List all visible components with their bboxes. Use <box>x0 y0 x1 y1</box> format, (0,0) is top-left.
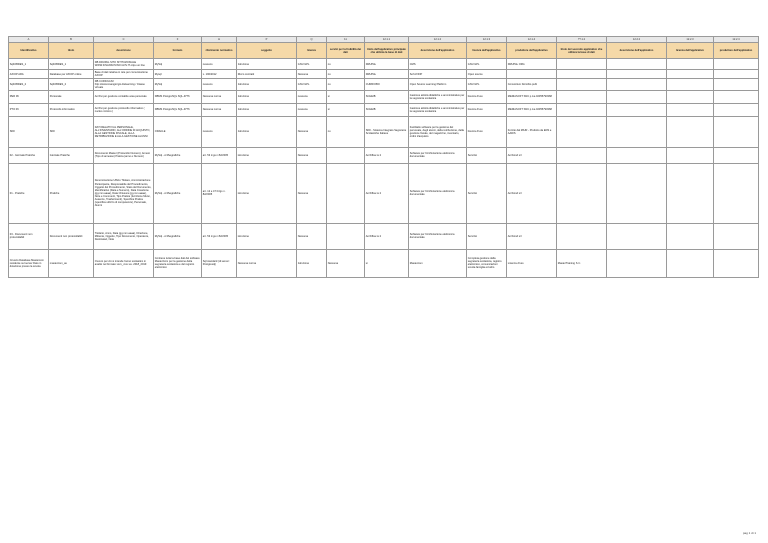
table-cell: art. 12 e 47 D.lgs n. 82/2005 <box>202 163 237 223</box>
table-cell: licenza d'uso <box>467 90 507 103</box>
table-cell: si <box>365 249 409 277</box>
table-cell: MasterTraining S.r.l. <box>557 249 607 277</box>
table-cell: DRUPAL <box>365 70 409 79</box>
table-cell: Archiond srl <box>507 163 557 223</box>
table-cell <box>714 79 759 90</box>
table-cell <box>607 90 667 103</box>
table-row <box>9 70 759 79</box>
table-cell: SIDI <box>9 116 49 147</box>
table-cell: Ricco contratti <box>237 70 297 79</box>
table-cell: Nessuna <box>297 147 327 163</box>
table-cell: Archivi per gestione contabile area personale <box>94 90 154 103</box>
table-cell: Titolario, Anno, Data (gg.mm.aaaa), Direzione, Mittente, Oggetto, Tipo Documento, Operatore, Destinatari, Note <box>94 223 154 249</box>
table-cell <box>667 90 714 103</box>
table-cell: MEDIASOFT SNC p.iva 02355790368 <box>507 90 557 103</box>
table-cell <box>507 70 557 79</box>
table-cell: DRUPAL ORG <box>507 59 557 70</box>
column-header: titolo del secondo applicativo che utilizza la base di dati <box>557 43 607 59</box>
table-cell: Documenti non protocollabili <box>49 223 94 249</box>
table-cell <box>607 163 667 223</box>
column-header: soggetto <box>237 43 297 59</box>
table-cell <box>714 147 759 163</box>
table-cell <box>607 249 667 277</box>
table-cell: Nessuna <box>297 223 327 249</box>
table-cell: Fornito dal MIUR - Prodotto da EDS e AADIS <box>507 116 557 147</box>
table-cell: DATI RELATIVI AL PERSONALE, ALL'INVENTARIO, ALL'ORDINE DI ACQUISTO, ALLA GESTIONE FISCALE, ALLA RETRIBUZIONE E ALLA GESTIONE ALUNNI <box>94 116 154 147</box>
table-cell: Software per l'Archiviazione elettronica documentale <box>409 147 467 163</box>
table-cell: Archiflow w 2 <box>365 163 409 223</box>
table-cell: Open Source Learning Platform <box>409 79 467 90</box>
column-letter: 12.1.4 <box>507 37 557 43</box>
table-cell: licenza d'uso <box>467 103 507 116</box>
column-letter: 12.2.3 <box>667 37 714 43</box>
table-cell <box>557 223 607 249</box>
column-header: titolo <box>49 43 94 59</box>
column-header: Identificativo <box>9 43 49 59</box>
table-cell: nessuna <box>297 90 327 103</box>
column-letter: C <box>94 37 154 43</box>
table-cell: Cruscio Database Mastercom residente sul server Dato in dotazione presso la scuola <box>9 249 49 277</box>
column-header: licenza <box>297 43 327 59</box>
table-cell: Protocollo informatico <box>49 103 94 116</box>
table-cell <box>667 147 714 163</box>
table-row <box>9 116 759 147</box>
table-cell <box>667 223 714 249</box>
table-cell: Software per l'Archiviazione elettronica documentale <box>409 223 467 249</box>
table-cell <box>714 103 759 116</box>
table-cell <box>714 90 759 103</box>
table-cell: Software per l'Archiviazione elettronica documentale <box>409 163 467 223</box>
table-cell: Facilitatio software per la gestione del personale, degli alunni, della retribuzione, della gestione fiscale, del magazzino, inventario, ordini d'acquisto <box>409 116 467 147</box>
column-header: licenza dell'applicativo <box>667 43 714 59</box>
table-cell: Istruzione <box>237 103 297 116</box>
table-cell: Completa gestione della segreteria scolastica, registro elettronico, comunicazioni scuola famiglia ed altro <box>467 249 507 277</box>
table-cell: art. 53 d.gs n 82/2005 <box>202 147 237 163</box>
table-cell <box>327 223 365 249</box>
table-cell: MEDIASOFT SNC p.iva 02355790368 <box>507 103 557 116</box>
column-header: titolo dell'applicativo principale che utilizza la base di dati <box>365 43 409 59</box>
column-letter: 12.1.3 <box>467 37 507 43</box>
table-row <box>9 147 759 163</box>
table-cell: DBMS PostgreSQL SQL-9776 <box>154 103 202 116</box>
column-header: servizi per la fruibilità dei dati <box>327 43 365 59</box>
column-header: licenza dell'applicativo <box>467 43 507 59</box>
table-cell <box>714 116 759 147</box>
table-cell <box>607 223 667 249</box>
table-cell <box>714 70 759 79</box>
table-cell: Documento Master (Protocollo Numero), Annesi (Tipo di annesso) Pratica (anno e Numero) <box>94 147 154 163</box>
table-cell: Denominazione Ufficio Titolare, Amministrazione Partecipante, Responsabile del Procedimento, Oggetto del Procedimento, Stato del Documento, Identificativo (Data e Numero), Data Creazione (gg.mm.aaaa), Data Chiusura (gg.mm.aaaa), Note e Commenti, Tipo Pratica (Iscrizione Mutui, Assenze, Trasferimenti), Specifica Pratica (specifica utilizzo di competenza), Personale, Alunni <box>94 163 154 223</box>
table-cell: no <box>327 70 365 79</box>
table-cell: Mysql <box>154 70 202 79</box>
table-cell <box>557 90 607 103</box>
table-cell: mastercom_as <box>49 249 94 277</box>
table-cell: Servizio <box>467 223 507 249</box>
table-cell <box>557 163 607 223</box>
table-cell: Archivi per gestione protocollo informatico ( nucleo minimo ) <box>94 103 154 116</box>
table-cell <box>607 147 667 163</box>
table-row <box>9 90 759 103</box>
table-cell <box>557 116 607 147</box>
column-letter: A <box>9 37 49 43</box>
table-cell: Istruzione <box>237 59 297 70</box>
column-letter: 12.1.2 <box>409 37 467 43</box>
table-cell: PTO 06 <box>9 103 49 116</box>
table-cell <box>607 59 667 70</box>
table-cell: 02 - Giornale Pratiche <box>9 147 49 163</box>
table-cell: nessuna <box>297 103 327 116</box>
table-cell <box>667 163 714 223</box>
table-cell: Nessuna <box>297 116 327 147</box>
table-cell: GNU GPL <box>467 59 507 70</box>
table-cell: Pratiche <box>49 163 94 223</box>
table-cell: Licenza d'uso <box>507 249 557 277</box>
table-cell: Istruzione <box>237 79 297 90</box>
table-cell: Nessuna norma <box>237 249 297 277</box>
table-cell <box>557 79 607 90</box>
table-cell: Gestione attività didattiche e amministrative per la segreteria scolastica <box>409 103 467 116</box>
table-cell: GNU GPL <box>297 79 327 90</box>
table-cell <box>557 59 607 70</box>
table-cell: SIDI - Sistema Integrato Segreterie Scolastiche Italiane <box>365 116 409 147</box>
table-cell: Open source <box>467 70 507 79</box>
table-cell: SqlCIBDES_2 <box>49 79 94 90</box>
column-letter: ??.1.2 <box>557 37 607 43</box>
table-cell <box>714 223 759 249</box>
table-cell: Giornale Pratiche <box>49 147 94 163</box>
table-cell: DBMS PostgreSQL SQL-9776 <box>154 90 202 103</box>
column-letter: 12.2.2 <box>607 37 667 43</box>
table-cell: Nessuna <box>297 163 327 223</box>
table-cell: GNU GPL <box>297 59 327 70</box>
table-cell: nessuno <box>202 59 237 70</box>
table-cell: Nessuna norma <box>202 103 237 116</box>
table-cell: Nessuna <box>327 249 365 277</box>
table-cell: Servizio <box>467 163 507 223</box>
table-cell <box>607 116 667 147</box>
table-cell: Sql standard (di server: Postgresql) <box>202 249 237 277</box>
table-cell: SIDI <box>49 116 94 147</box>
table-cell: L. 190/2012 <box>202 70 237 79</box>
column-letter: F <box>154 37 202 43</box>
table-cell: Consortium Dorsibio publ <box>507 79 557 90</box>
table-cell: SqlCIBDES_1 <box>9 59 49 70</box>
table-cell: Servizio <box>467 147 507 163</box>
table-cell <box>667 103 714 116</box>
table-cell: Base di dati relativa in rete per comunicazione AXIOP <box>94 70 154 79</box>
table-cell: Mastercom <box>409 249 467 277</box>
table-cell: Personale <box>49 90 94 103</box>
table-cell: AXIOP ARA <box>9 70 49 79</box>
table-cell <box>607 70 667 79</box>
table-cell: Archiflow w 2 <box>365 223 409 249</box>
table-cell: GNU GPL <box>467 79 507 90</box>
table-cell <box>557 147 607 163</box>
table-cell: CMS <box>409 59 467 70</box>
column-header: riferimento normativo <box>202 43 237 59</box>
table-cell: Istruzione <box>237 116 297 147</box>
table-cell <box>327 163 365 223</box>
table-cell: MySql <box>154 79 202 90</box>
table-cell: istruzione <box>237 147 297 163</box>
table-cell: Istruzione <box>297 249 327 277</box>
table-cell: 01 - Pratiche <box>9 163 49 223</box>
table-cell: Istruzione <box>237 90 297 103</box>
table-cell: Archiond srl <box>507 223 557 249</box>
table-cell: istruzione <box>237 163 297 223</box>
column-letter: 12.1.1 <box>365 37 409 43</box>
table-cell: istruzione <box>237 223 297 249</box>
table-cell: PER 06 <box>9 90 49 103</box>
table-cell <box>714 59 759 70</box>
table-cell: 03 - Documenti non protocollabili <box>9 223 49 249</box>
table-cell <box>714 163 759 223</box>
column-header: descrizione <box>94 43 154 59</box>
column-letter: 12.2.4 <box>714 37 759 43</box>
table-cell: SCHEIB <box>365 90 409 103</box>
table-cell: SqlCIBDES_2 <box>9 79 49 90</box>
table-cell: Nessuna <box>297 70 327 79</box>
table-cell: Database per AXIOP online <box>49 70 94 79</box>
column-letter: B <box>49 37 94 43</box>
column-header: descrizione dell'applicativo <box>607 43 667 59</box>
table-cell: Sof AXIOP <box>409 70 467 79</box>
column-letter: P <box>237 37 297 43</box>
table-cell: MySql - cr4Segrafiche <box>154 223 202 249</box>
table-row <box>9 163 759 223</box>
table-cell <box>667 79 714 90</box>
table-cell: SqlCIBDES_1 <box>49 59 94 70</box>
table-cell: no <box>327 59 365 70</box>
table-cell: no <box>327 79 365 90</box>
table-cell: ORACLE <box>154 116 202 147</box>
table-cell <box>667 116 714 147</box>
table-cell: si <box>327 90 365 103</box>
table-cell <box>667 70 714 79</box>
table-cell: DRUPAL <box>365 59 409 70</box>
header-row <box>9 43 759 59</box>
table-cell: MySql - cr4Segrafiche <box>154 147 202 163</box>
table-cell: CURRIOBO <box>365 79 409 90</box>
table-cell: DB DRUPAL SITO ISTITUZIONALE WWW.ICSANSOVINO.GOV.IT ottpu un line <box>94 59 154 70</box>
table-cell: licenza d'uso <box>467 116 507 147</box>
column-header: produttore dell'applicativo <box>714 43 759 59</box>
table-cell: Ovvero per ciò si intende l'anno scolastico in analisi nel formato xxxx_xxxx es. 2018_2019 <box>94 249 154 277</box>
table-cell: DB CURICULIM http://www.icsangiorgio.it/elearning / Classe virtuale <box>94 79 154 90</box>
table-cell: art. 53 d.gs n 82/2005 <box>202 223 237 249</box>
table-row <box>9 223 759 249</box>
table-row <box>9 59 759 70</box>
column-letter: 11 <box>327 37 365 43</box>
table-row <box>9 249 759 277</box>
table-cell <box>607 103 667 116</box>
table-cell: si <box>327 103 365 116</box>
table-cell <box>714 249 759 277</box>
table-cell: Gestione attività didattiche e amministrative per la segreteria scolastica <box>409 90 467 103</box>
column-letter: H <box>202 37 237 43</box>
table-cell: Nessuna norma <box>202 90 237 103</box>
column-header: formato <box>154 43 202 59</box>
table-cell: nessuno <box>202 116 237 147</box>
table-cell <box>327 147 365 163</box>
table-cell: MySql <box>154 59 202 70</box>
table-cell <box>667 249 714 277</box>
column-header: descrizione dell'applicativo <box>409 43 467 59</box>
column-header: produttore dell'applicativo <box>507 43 557 59</box>
inventory-table <box>8 36 759 278</box>
table-cell: SCHEIB <box>365 103 409 116</box>
table-row <box>9 103 759 116</box>
table-cell <box>557 103 607 116</box>
table-cell: MySql - cr4Segrafiche <box>154 163 202 223</box>
page-number: pag 1 di 1 <box>742 531 756 535</box>
table-cell <box>557 70 607 79</box>
column-letter: Q <box>297 37 327 43</box>
table-cell <box>607 79 667 90</box>
table-cell <box>667 59 714 70</box>
table-cell: no <box>327 116 365 147</box>
table-cell: Archiflow w 2 <box>365 147 409 163</box>
table-row <box>9 79 759 90</box>
table-cell: Archiond srl <box>507 147 557 163</box>
table-cell: nessuno <box>202 79 237 90</box>
table-cell: Contiene tutta la base dati del software MasterCom per la gestione della segreteria scolastica e del registro elettronico <box>154 249 202 277</box>
